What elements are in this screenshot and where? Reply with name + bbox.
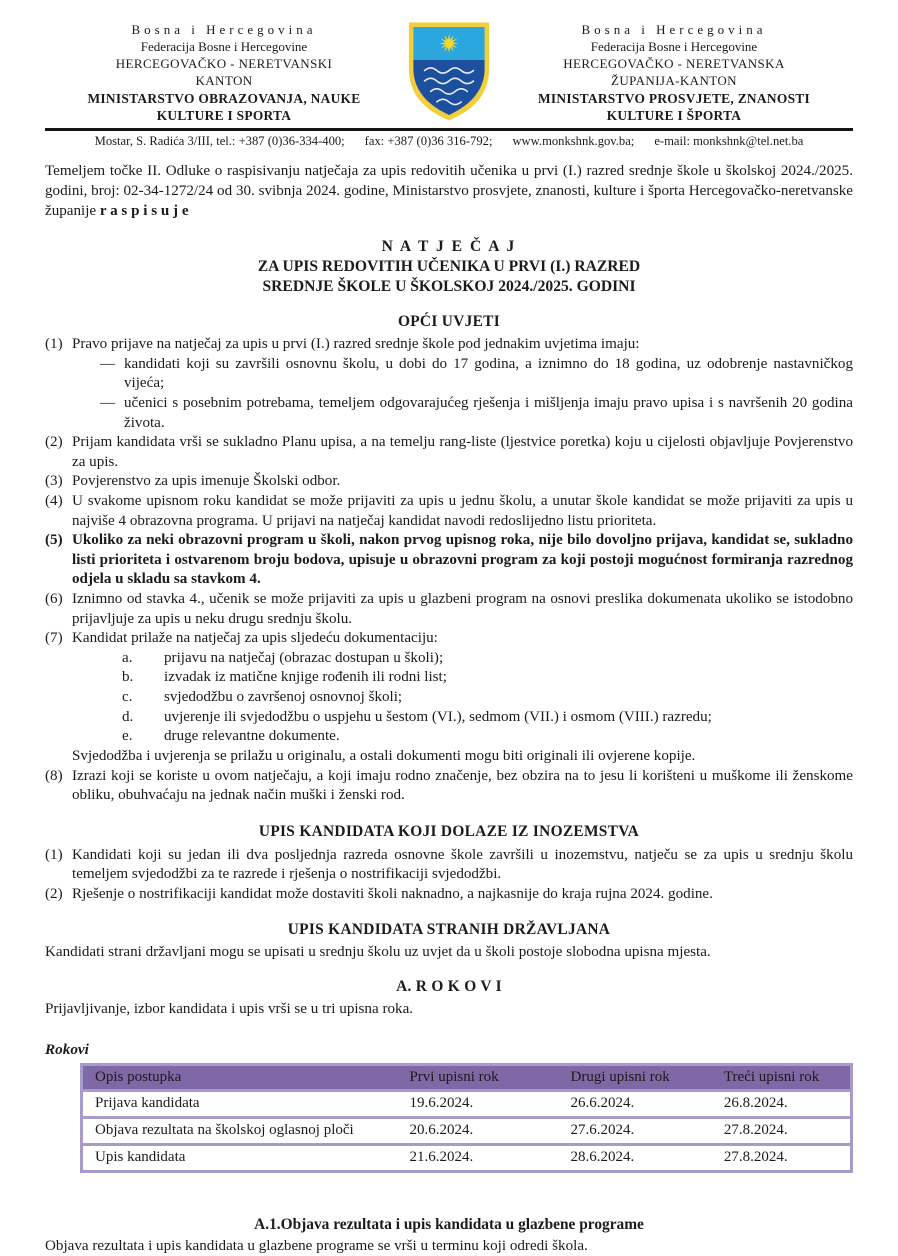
dash-bullet-row [72,394,853,433]
canton-name-line2: KANTON [195,72,253,88]
inozemstvo-list [45,846,853,905]
subitem-label: a. [122,649,133,666]
item-text-block [72,335,853,433]
contact-line [45,131,853,149]
federation-name: Federacija Bosne i Hercegovine [590,38,758,54]
item-number: (7) [45,630,63,647]
item-text: Kandidat prilaže na natječaj za upis sljedeću dokumentaciju: [72,630,438,647]
item-text: Ukoliko za neki obrazovni program u školi, nakon prvog upisnog roka, nije bilo dovoljno prijava, kandidat se, sukladno listi prioriteta i ostvarenom broju bodova, upisuje u obrazovni program za koji postoji mogućnost formiranja razrednog odjela u skladu sa stavkom 4. [72,532,853,588]
dash-bullet-icon: — [100,355,116,372]
table-cell: 26.6.2024. [570,1095,635,1112]
item-after-note: Svjedodžba i uvjerenja se prilažu u originalu, a ostali dokumenti mogu biti originali ili ovjerene kopije. [72,747,696,764]
contact-website: www.monkshnk.gov.ba; [512,134,635,149]
list-item [45,492,853,531]
subitem-text: prijavu na natječaj (obrazac dostupan u školi); [164,649,444,666]
item-number: (3) [45,473,63,490]
lettered-subitem [72,688,853,708]
subitem-label: d. [122,708,134,725]
item-text: U svakome upisnom roku kandidat se može prijaviti za upis u jednu školu, a unutar škole kandidat se može prijaviti za upis u najviše 4 obrazovna programa. U prijavi na natječaj kandidat navodi redoslijedno listu prioriteta. [72,492,853,529]
lettered-subitem [72,649,853,669]
subitem-text: druge relevantne dokumente. [164,728,340,745]
item-number: (2) [45,885,63,902]
general-conditions-list [45,335,853,806]
item-number: (5) [45,532,63,549]
table-header-cell: Prvi upisni rok [409,1068,499,1085]
table-header-cell: Treći upisni rok [723,1068,820,1085]
ministry-name-line2: KULTURE I SPORTA [156,107,292,123]
contact-email: e-mail: monkshnk@tel.net.ba [654,134,804,149]
letterhead-right [495,16,853,124]
table-cell: 28.6.2024. [570,1148,635,1165]
dash-bullet-icon: — [100,394,116,411]
item-text: Prijam kandidata vrši se sukladno Planu upisa, a na temelju rang-liste (ljestvice poretka) koju u cijelosti objavljuje Povjerenstvo za upis. [72,434,853,470]
subitem-text: uvjerenje ili svjedodžbu o uspjehu u šestom (VI.), sedmom (VII.) i osmom (VIII.) razredu; [164,708,712,725]
table-header-cell: Opis postupka [95,1068,182,1085]
item-text: Izrazi koji se koriste u ovom natječaju, a koji imaju rodno značenje, bez obzira na to jesu li korišteni u muškome ili ženskome obliku, obuhvaćaju na jednak način muški i ženski rod. [72,767,853,804]
intro-text: Temeljem točke II. Odluke o raspisivanju natječaja za upis redovitih učenika u prvi (I.) razred srednje škole u školskoj 2024./2025. godini, broj: 02-34-1272/24 od 30. svibnja 2024. godine, Ministarstvo prosvjete, znanosti, kulture i športa Hercegovačko-neretvanske županije [45,163,853,219]
item-text-block [72,629,853,766]
table-cell: Objava rezultata na školskoj oglasnoj ploči [95,1122,354,1139]
list-item [45,335,853,433]
contact-fax: fax: +387 (0)36 316-792; [364,134,493,149]
subitem-text: izvadak iz matične knjige rođenih ili rodni list; [164,669,447,686]
item-number: (2) [45,434,63,451]
item-number: (6) [45,591,63,608]
country-name: Bosna i Hercegovina [131,22,317,37]
dash-bullet-row [72,355,853,394]
canton-name-line1: HERCEGOVAČKO - NERETVANSKI [115,55,333,71]
lettered-subitem [72,727,853,747]
section-heading-strani-drzavljani: UPIS KANDIDATA STRANIH DRŽAVLJANA [287,920,611,938]
shield-bottom-field [413,60,485,117]
intro-paragraph [45,162,853,221]
table-row [83,1146,850,1170]
document-body [45,162,853,1256]
section-heading-glazbeni: A.1.Objava rezultata i upis kandidata u glazbene programe [254,1215,644,1233]
table-cell: 20.6.2024. [409,1122,474,1139]
coat-of-arms [405,19,493,122]
item-number: (8) [45,767,63,784]
subitem-label: c. [122,689,133,706]
item-number: (4) [45,492,63,509]
item-text: Pravo prijave na natječaj za upis u prvi (I.) razred srednje škole pod jednakim uvjetima imaju: [72,336,640,353]
item-number: (1) [45,846,63,863]
letterhead [45,16,853,124]
table-caption: Rokovi [45,1040,89,1058]
ministry-name-line1: MINISTARSTVO OBRAZOVANJA, NAUKE [87,90,361,106]
contact-address: Mostar, S. Radića 3/III, tel.: +387 (0)36-334-400; [94,134,345,149]
title-line2: ZA UPIS REDOVITIH UČENIKA U PRVI (I.) RAZRED [257,258,641,276]
document-title [45,237,853,297]
list-item [45,885,853,905]
table-header-cell: Drugi upisni rok [570,1068,670,1085]
table-cell: 27.8.2024. [723,1122,788,1139]
table-header-row [83,1066,850,1090]
title-line3: SREDNJE ŠKOLE U ŠKOLSKOJ 2024./2025. GODINI [262,278,636,296]
list-item-emphasized [45,531,853,590]
intro-raspisuje: r a s p i s u j e [99,202,189,219]
section-heading-inozemstvo: UPIS KANDIDATA KOJI DOLAZE IZ INOZEMSTVA [258,822,640,840]
section-heading-rokovi: A. R O K O V I [396,978,502,996]
lettered-subitem [72,708,853,728]
title-line1: N A T J E Č A J [381,238,517,256]
subitem-label: b. [122,669,134,686]
list-item [45,767,853,806]
item-text: Iznimno od stavka 4., učenik se može prijaviti za upis u glazbeni program na osnovi preslika dokumenata ukoliko se istodobno prijavljuje za upis u neku drugu srednju školu. [72,591,853,627]
lettered-subitem [72,668,853,688]
county-name-line2: ŽUPANIJA-KANTON [611,72,737,88]
rokovi-intro: Prijavljivanje, izbor kandidata i upis vrši se u tri upisna roka. [45,1001,414,1018]
item-text: Kandidati koji su jedan ili dva posljednja razreda osnovne škole završili u inozemstvu, natječu se za upis u srednju školu temeljem svjedodžbi za te razrede i rješenja o nostrifikaciji svjedodžbi. [72,846,853,883]
deadlines-table [80,1063,853,1173]
table-cell: 27.8.2024. [723,1148,788,1165]
table-cell: 27.6.2024. [570,1122,635,1139]
table-row [83,1092,850,1116]
strani-paragraph: Kandidati strani državljani mogu se upisati u srednju školu uz uvjet da u školi postoje slobodna upisna mjesta. [45,943,711,960]
table-cell: 26.8.2024. [723,1095,788,1112]
dash-bullet-text: kandidati koji su završili osnovnu školu, u dobi do 17 godina, a iznimno do 18 godina, uz odobrenje nastavničkog vijeća; [124,355,853,392]
list-item [45,472,853,492]
table-cell: 21.6.2024. [409,1148,474,1165]
item-text: Rješenje o nostrifikaciji kandidat može dostaviti školi naknadno, a najkasnije do kraja rujna 2024. godine. [72,885,713,902]
table-row [83,1119,850,1143]
ministry-name-line2: KULTURE I ŠPORTA [606,107,742,123]
ministry-name-line1: MINISTARSTVO PROSVJETE, ZNANOSTI [537,90,811,106]
table-cell: Upis kandidata [95,1148,186,1165]
list-item [45,433,853,472]
list-item [45,629,853,766]
list-item [45,846,853,885]
list-item [45,590,853,629]
item-text: Povjerenstvo za upis imenuje Školski odbor. [72,473,341,490]
subitem-label: e. [122,728,133,745]
glazbeni-paragraph: Objava rezultata i upis kandidata u glazbene programe se vrši u terminu koji odredi škola. [45,1237,588,1254]
item-number: (1) [45,336,63,353]
table-cell: 19.6.2024. [409,1095,474,1112]
subitem-text: svjedodžbu o završenoj osnovnoj školi; [164,689,403,706]
country-name: Bosna i Hercegovina [581,22,767,37]
county-name-line1: HERCEGOVAČKO - NERETVANSKA [563,55,785,71]
letterhead-left [45,16,403,124]
dash-bullet-text: učenici s posebnim potrebama, temeljem odgovarajućeg rješenja i mišljenja imaju pravo upisa i s navršenih 20 godina života. [124,394,853,431]
section-heading-opci-uvjeti: OPĆI UVJETI [397,313,501,331]
table-cell: Prijava kandidata [95,1095,200,1112]
federation-name: Federacija Bosne i Hercegovine [140,38,308,54]
